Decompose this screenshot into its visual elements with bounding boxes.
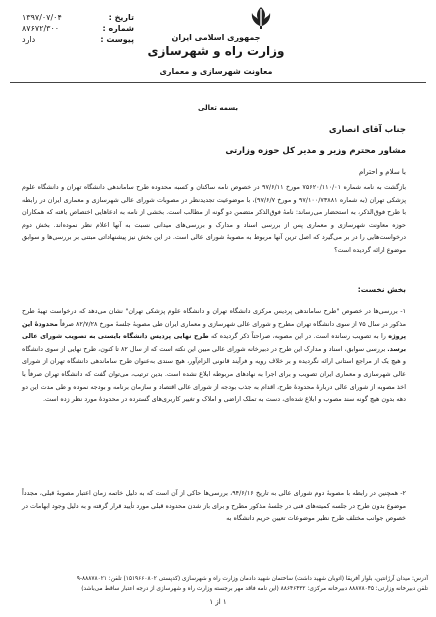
iran-emblem-icon [247, 5, 275, 31]
number-value: ۸۷۶۷۲/۳۰۰ [22, 24, 60, 33]
footer-phones: تلفن دبیرخانه وزارتی: ۸۸۸۷۸۰۴۵ دبیرخانه مرکزی: ۸۸۶۴۶۴۳۲ (این نامه فاقد مهر برجسته وزارت راه و شهرسازی از درجه اعتبار ساقط می‌باشد) [81, 586, 428, 592]
attachment-label: پیوست : [100, 35, 134, 44]
paragraph-intro: بازگشت به نامه شماره ۷۵۶۲۰/۱۱۰/۰۱ مورخ ۹۷/۶/۱۱ در خصوص نامه ساکنان و کسبه محدوده طرح ساماندهی دانشگاه تهران و دانشگاه علوم پزشکی تهران (به شماره ۹۷/۱۰۰/۷۳۸۸۱ و مورخ ۹۷/۶/۷)، با موضوعیت تجدیدنظر در مصوبات شورای عالی شهرسازی و معماری ایران در رابطه با طرح فوق‌الذکر، به استحضار می‌رساند: نامهٔ فوق‌الذکر متضمن دو گونه از مطالب است. بخشی از نامه به ادعاهایی اختصاص یافته که همکاران حوزه معاونت شهرسازی و معماری پس از بررسی اسناد و مدارک و بررسی‌های میدانی نسبت به آنها اعلام نظر نموده‌اند. بخش دوم درخواست‌هایی را در بر می‌گیرد که اصل ترین آنها مربوط به مصوبهٔ شورای عالی است. در این بخش نیز پیشنهاداتی مبتنی بر بررسی‌ها و سوابق موضوع ارائه گردیده است؟ [22, 183, 407, 254]
deputy-name: معاونت شهرسازی و معماری [159, 67, 273, 76]
attachment-row [22, 34, 134, 45]
republic-title: جمهوری اسلامی ایران [171, 33, 261, 42]
section-title: بخش نخست: [357, 285, 406, 294]
ministry-name: وزارت راه و شهرسازی [147, 44, 285, 58]
date-row [22, 12, 134, 23]
paragraph-item-2: ۲- همچنین در رابطه با مصوبهٔ دوم شورای عالی به تاریخ ۹۴/۶/۱۶، بررسی‌ها حاکی از آن است که به دلیل خاتمه زمان اعتبار مصوبهٔ قبلی، مجدداً موضوع بدون طرح در جلسه کمیته‌های فنی در جلسهٔ مذکور مطرح و برای باز شدن محدوده قبلی مورد تأیید قرار گرفته و به دلیل وجود ابهامات در خصوص جوانب مختلف طرح نظیر موضوعات تعیین حریم دانشگاه به‌ [22, 489, 406, 523]
recipient-title: مشاور محترم وزیر و مدیر کل حوزه وزارتی [225, 146, 406, 156]
footer-address: آدرس: میدان آرژانتین، بلوار آفریقا (اتوبان شهید داشت) ساختمان شهید دادمان وزارت راه و شهرسازی (کدپستی ۱۵۱۹۶۶۰۸۰۲) تلفن: ۸۸۸۷۸۰۲۱-۹ [76, 576, 428, 582]
letter-meta [22, 12, 134, 45]
paragraph-item-1 [22, 305, 406, 406]
recipient-name: جناب آقای انصاری [328, 125, 406, 135]
p2-rest: بررسی سوابق، اسناد و مدارک این طرح در دبیرخانه شورای عالی مبین این نکته است که از سال ۸۲ تا کنون، طرح نهایی از سوی دانشگاه و هیچ یک از مراجع استانی ارائه نگردیده و بر خلاف رویه و فرآیند قانونی الزام‌آور، هیچ سندی به‌عنوان طرح ساماندهی دانشگاه تهران از شورای عالی شهرسازی و معماری ایران تصویب و برای اجرا به نهادهای مربوطه ابلاغ نشده است. بدین ترتیب، می‌توان گفت که دانشگاه تهران صرفاً با اخذ مصوبه از شورای عالی دربارهٔ محدودهٔ طرح، اقدام به جذب بودجه از شورای عالی اقتصاد و سازمان برنامه و بودجه نموده و طی مدت این دو دهه بدون هیچ گونه سند مصوب و ابلاغ شده‌ای، دست به تملک اراضی و املاک و تغییر کاربری‌های گسترده در محدودهٔ مورد نظر زده است. [22, 344, 406, 404]
attachment-value: دارد [22, 35, 36, 44]
number-label: شماره : [102, 24, 134, 33]
ministry-header [146, 33, 286, 58]
greeting: با سلام و احترام [358, 168, 406, 176]
page-number: ۱ از ۱ [209, 598, 227, 606]
p2-mid: را به تصویب رسانده است. در این مصوبه، صراحتاً ذکر گردیده که [210, 332, 386, 341]
letter-footer [8, 574, 428, 594]
p2-bold-1: محدودهٔ این پروژه [22, 319, 406, 341]
date-label: تاریخ : [108, 13, 134, 22]
p2-bold-2: طرح نهایی پردیس دانشگاه بایستی به تصویب شورای عالی برسد. [22, 332, 406, 353]
number-row [22, 23, 134, 34]
bismillah: بسمه تعالی [197, 104, 239, 112]
header-divider [10, 82, 426, 83]
date-value: ۱۳۹۷/۰۷/۰۴ [22, 13, 62, 22]
p2-start: ۱- بررسی‌ها در خصوص "طرح ساماندهی پردیس مرکزی دانشگاه تهران و دانشگاه علوم پزشکی تهران" نشان می‌دهد که درخواست تهیهٔ طرح مذکور در سال ۷۵ از سوی دانشگاه تهران مطرح و شورای عالی شهرسازی و معماری ایران طی مصوبهٔ جلسهٔ مورخ ۸۲/۷/۲۸ صرفاً [22, 307, 406, 328]
